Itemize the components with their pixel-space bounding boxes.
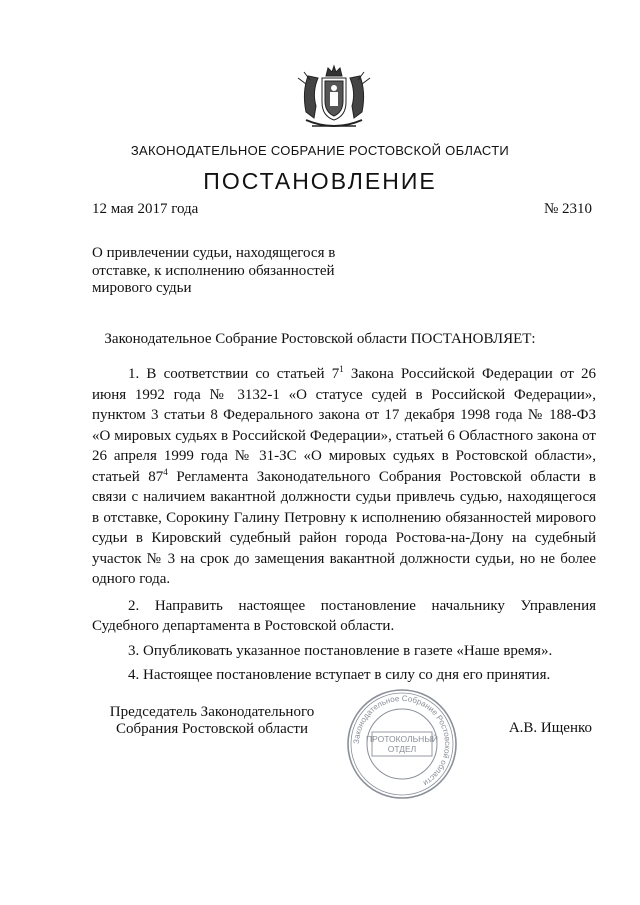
paragraph-3: 3. Опубликовать указанное постановление в газете «Наше время». xyxy=(128,642,553,659)
coat-of-arms-emblem xyxy=(292,62,376,134)
official-stamp xyxy=(346,688,458,800)
document-number: № 2310 xyxy=(543,201,592,217)
superscript: 4 xyxy=(163,466,168,477)
paragraph-2: 2. Направить настоящее постановление начальнику Управления Судебного департамента в Ростовской области. xyxy=(92,597,596,634)
subject-line: мирового судьи xyxy=(92,280,192,296)
paragraph-1 xyxy=(92,364,596,590)
stamp-center-line: ПРОТОКОЛЬНЫЙ xyxy=(366,734,438,744)
organization-header: ЗАКОНОДАТЕЛЬНОЕ СОБРАНИЕ РОСТОВСКОЙ ОБЛАСТИ xyxy=(130,143,510,158)
paragraph-1-text: Закона Российской Федерации от 26 июня 1992 года № 3132-1 «О статусе судей в Российской Федерации», пунктом 3 статьи 8 Федерального закона от 17 декабря 1998 года № 188-ФЗ «О мировых судьях в Российской Федерации», статьей 6 Областного закона от 26 апреля 1999 года № 31-ЗС «О мировых судьях в Ростовской области», статьей 87 xyxy=(92,366,596,485)
subject-line: О привлечении судьи, находящегося в xyxy=(92,245,336,261)
document-subject xyxy=(92,245,382,298)
signatory-name: А.В. Ищенко xyxy=(508,720,592,736)
paragraph-1-text: Регламента Законодательного Собрания Ростовской области в связи с наличием вакантной должности судьи привлечь судью, находящегося в отставке, Сорокину Галину Петровну к исполнению обязанностей мирового судьи в Кировский судебный район города Ростова-на-Дону на судебный участок № 3 на срок до замещения вакантной должности судьи, но не более одного года. xyxy=(92,468,596,587)
position-line: Собрания Ростовской области xyxy=(116,721,308,737)
stamp-center-line: ОТДЕЛ xyxy=(387,744,417,754)
subject-line: отставке, к исполнению обязанностей xyxy=(92,262,335,279)
document-body xyxy=(92,364,596,690)
resolution-intro: Законодательное Собрание Ростовской области ПОСТАНОВЛЯЕТ: xyxy=(104,331,536,347)
paragraph-4: 4. Настоящее постановление вступает в силу со дня его принятия. xyxy=(128,667,551,683)
document-date: 12 мая 2017 года xyxy=(92,201,199,217)
superscript: 1 xyxy=(339,364,344,374)
stamp-ring-text: Законодательное Собрание Ростовской области xyxy=(351,693,453,788)
signatory-position xyxy=(92,704,332,738)
position-line: Председатель Законодательного xyxy=(109,704,315,720)
document-title: ПОСТАНОВЛЕНИЕ xyxy=(203,168,437,194)
paragraph-1-text: 1. В соответствии со статьей 7 xyxy=(128,366,340,382)
